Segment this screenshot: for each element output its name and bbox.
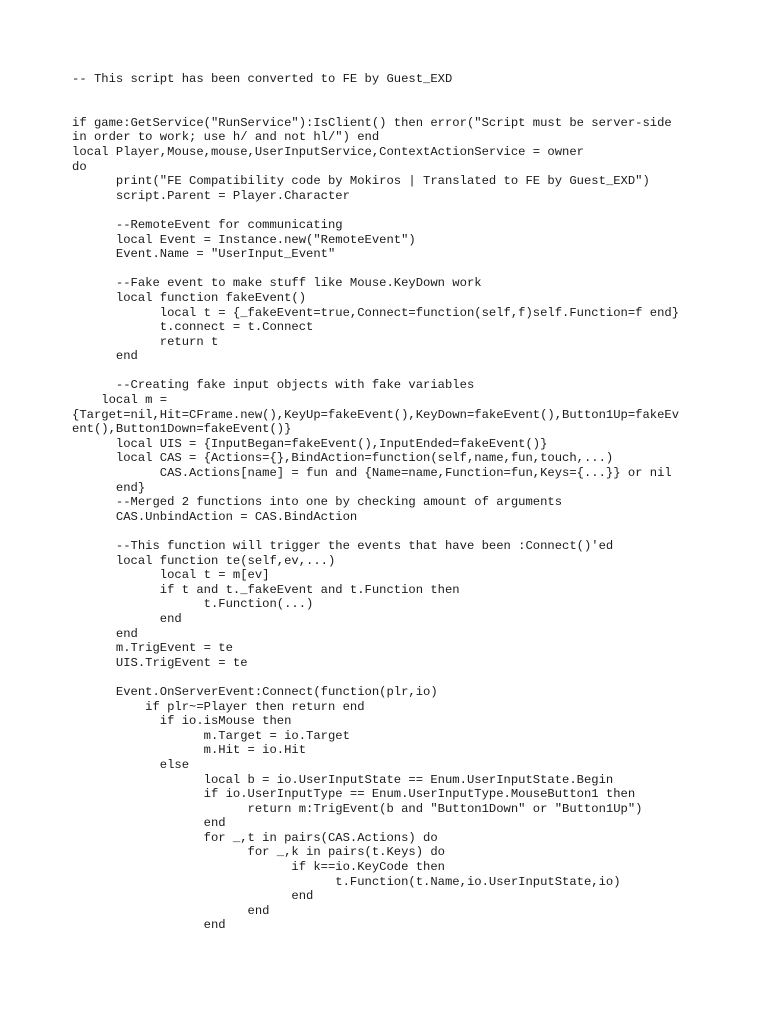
code-line: local t = m[ev] (72, 568, 270, 583)
code-line: {Target=nil,Hit=CFrame.new(),KeyUp=fakeEvent(),KeyDown=fakeEvent(),Button1Up=fakeEv (72, 407, 680, 422)
code-line: end (72, 889, 314, 904)
code-line: local function te(self,ev,...) (72, 553, 336, 568)
code-line: --Fake event to make stuff like Mouse.KeyDown work (72, 276, 482, 291)
code-line: m.Target = io.Target (72, 728, 350, 743)
code-line: if plr~=Player then return end (72, 699, 365, 714)
code-line: --RemoteEvent for communicating (72, 217, 343, 232)
code-line: end (72, 626, 138, 641)
code-line: local UIS = {InputBegan=fakeEvent(),InputEnded=fakeEvent()} (72, 436, 548, 451)
code-line: local t = {_fakeEvent=true,Connect=function(self,f)self.Function=f end} (72, 305, 680, 320)
code-line: local function fakeEvent() (72, 290, 307, 305)
code-line: UIS.TrigEvent = te (72, 655, 248, 670)
code-line: m.TrigEvent = te (72, 641, 233, 656)
code-line (72, 87, 679, 102)
code-line: end (72, 903, 270, 918)
code-line: if io.isMouse then (72, 714, 292, 729)
code-line: Event.OnServerEvent:Connect(function(plr,io) (72, 684, 438, 699)
code-line: for _,t in pairs(CAS.Actions) do (72, 830, 438, 845)
code-line: local CAS = {Actions={},BindAction=function(self,name,fun,touch,...) (72, 451, 614, 466)
code-line: if game:GetService("RunService"):IsClient() then error("Script must be server-side (72, 115, 672, 130)
code-line: if k==io.KeyCode then (72, 860, 445, 875)
code-line: m.Hit = io.Hit (72, 743, 307, 758)
code-line: end} (72, 480, 146, 495)
code-line: script.Parent = Player.Character (72, 188, 350, 203)
code-line: for _,k in pairs(t.Keys) do (72, 845, 445, 860)
code-line: if io.UserInputType == Enum.UserInputType.MouseButton1 then (72, 787, 636, 802)
code-line (72, 364, 679, 379)
code-line: else (72, 757, 190, 772)
code-listing (72, 72, 679, 933)
code-line: print("FE Compatibility code by Mokiros | Translated to FE by Guest_EXD") (72, 174, 650, 189)
code-line: return m:TrigEvent(b and "Button1Down" or "Button1Up") (72, 801, 643, 816)
code-line: --This function will trigger the events that have been :Connect()'ed (72, 539, 614, 553)
code-line: ent(),Button1Down=fakeEvent()} (72, 422, 292, 437)
code-line: end (72, 349, 138, 364)
code-line: -- This script has been converted to FE by Guest_EXD (72, 72, 453, 86)
code-line: end (72, 816, 226, 831)
code-line: CAS.UnbindAction = CAS.BindAction (72, 509, 358, 524)
code-line (72, 670, 679, 685)
code-line: local m = (72, 393, 168, 408)
code-line: local Player,Mouse,mouse,UserInputService,ContextActionService = owner (72, 144, 584, 159)
code-line: if t and t._fakeEvent and t.Function then (72, 582, 460, 597)
code-line (72, 203, 679, 218)
code-line (72, 262, 679, 277)
code-line: end (72, 918, 226, 933)
code-line: Event.Name = "UserInput_Event" (72, 247, 336, 262)
code-line: t.Function(t.Name,io.UserInputState,io) (72, 874, 621, 889)
code-line: CAS.Actions[name] = fun and {Name=name,Function=fun,Keys={...}} or nil (72, 466, 672, 481)
code-line (72, 524, 679, 539)
code-line (72, 101, 679, 116)
code-line: local Event = Instance.new("RemoteEvent") (72, 232, 416, 247)
code-line: return t (72, 334, 219, 349)
code-line: end (72, 611, 182, 626)
code-line: do (72, 159, 87, 174)
code-line: t.Function(...) (72, 597, 314, 612)
code-line: --Merged 2 functions into one by checking amount of arguments (72, 495, 563, 510)
code-line: in order to work; use h/ and not hl/") end (72, 130, 380, 145)
code-line: --Creating fake input objects with fake variables (72, 378, 475, 393)
code-line: local b = io.UserInputState == Enum.UserInputState.Begin (72, 772, 614, 787)
code-line: t.connect = t.Connect (72, 320, 314, 335)
